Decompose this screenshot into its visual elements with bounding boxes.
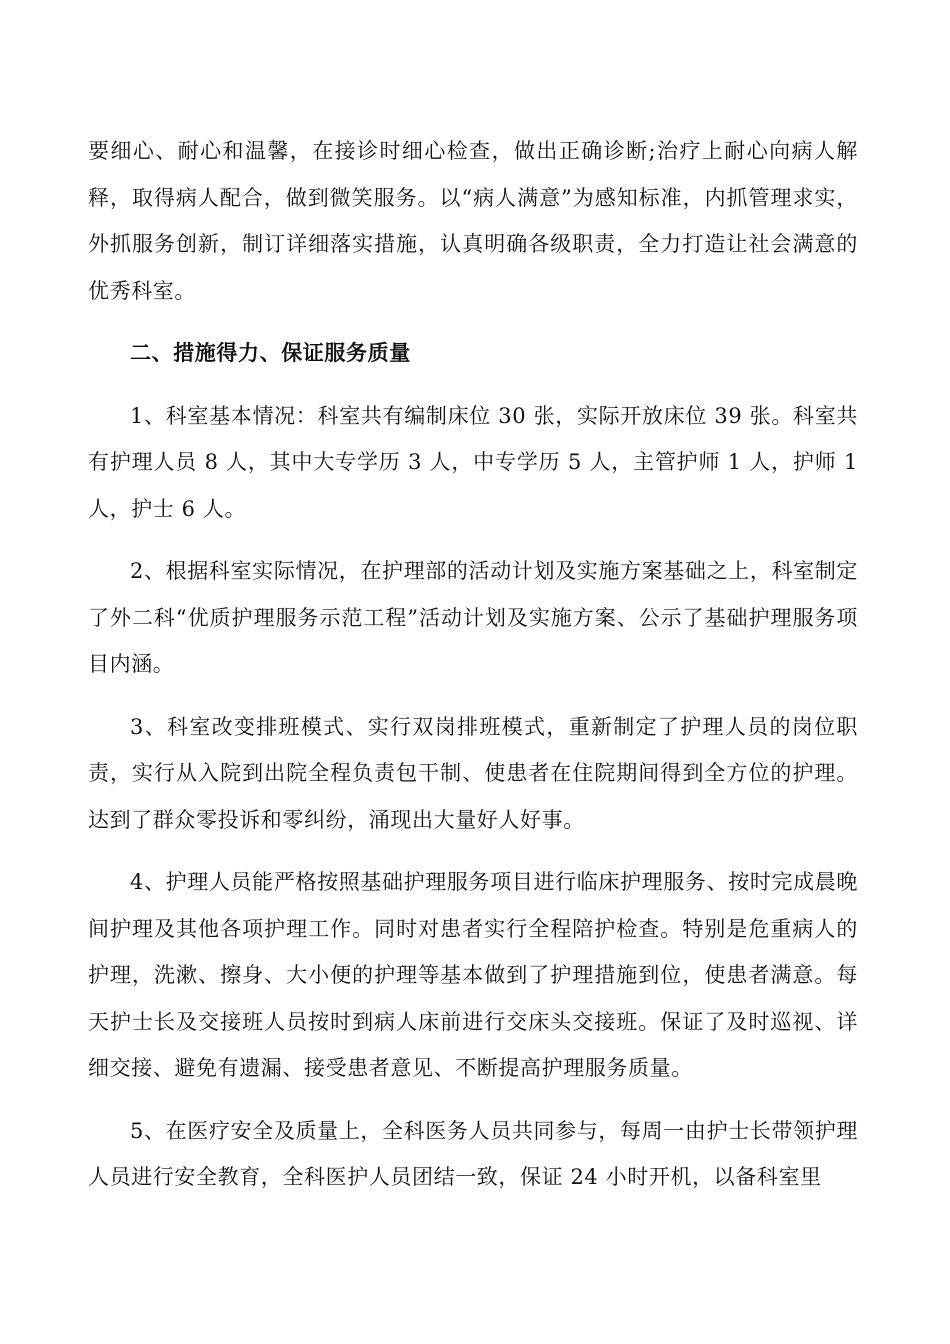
section-heading: 二、措施得力、保证服务质量	[130, 341, 411, 365]
list-item-5: 5、在医疗安全及质量上，全科医务人员共同参与，每周一由护士长带领护理人员进行安全教育，全科医护人员团结一致，保证 24 小时开机，以备科室里	[88, 1118, 858, 1189]
list-item-3: 3、科室改变排班模式、实行双岗排班模式，重新制定了护理人员的岗位职责，实行从入院到出院全程负责包干制、使患者在住院期间得到全方位的护理。达到了群众零投诉和零纠纷，涌现出大量好人好事。	[88, 714, 858, 832]
document-body	[88, 128, 858, 1217]
list-item-2: 2、根据科室实际情况，在护理部的活动计划及实施方案基础之上，科室制定了外二科“优质护理服务示范工程”活动计划及实施方案、公示了基础护理服务项目内涵。	[88, 559, 858, 676]
list-item-1: 1、科室基本情况：科室共有编制床位 30 张，实际开放床位 39 张。科室共有护理人员 8 人，其中大专学历 3 人，中专学历 5 人，主管护师 1 人，护师 1 人，护士 6 人。	[88, 403, 858, 521]
intro-paragraph: 要细心、耐心和温馨，在接诊时细心检查，做出正确诊断;治疗上耐心向病人解释，取得病人配合，做到微笑服务。以“病人满意”为感知标准，内抓管理求实，外抓服务创新，制订详细落实措施，认真明确各级职责，全力打造让社会满意的优秀科室。	[88, 139, 858, 303]
list-item-4: 4、护理人员能严格按照基础护理服务项目进行临床护理服务、按时完成晨晚间护理及其他各项护理工作。同时对患者实行全程陪护检查。特别是危重病人的护理，洗漱、擦身、大小便的护理等基本做到了护理措施到位，使患者满意。每天护士长及交接班人员按时到病人床前进行交床头交接班。保证了及时巡视、详细交接、避免有遗漏、接受患者意见、不断提高护理服务质量。	[88, 870, 858, 1080]
